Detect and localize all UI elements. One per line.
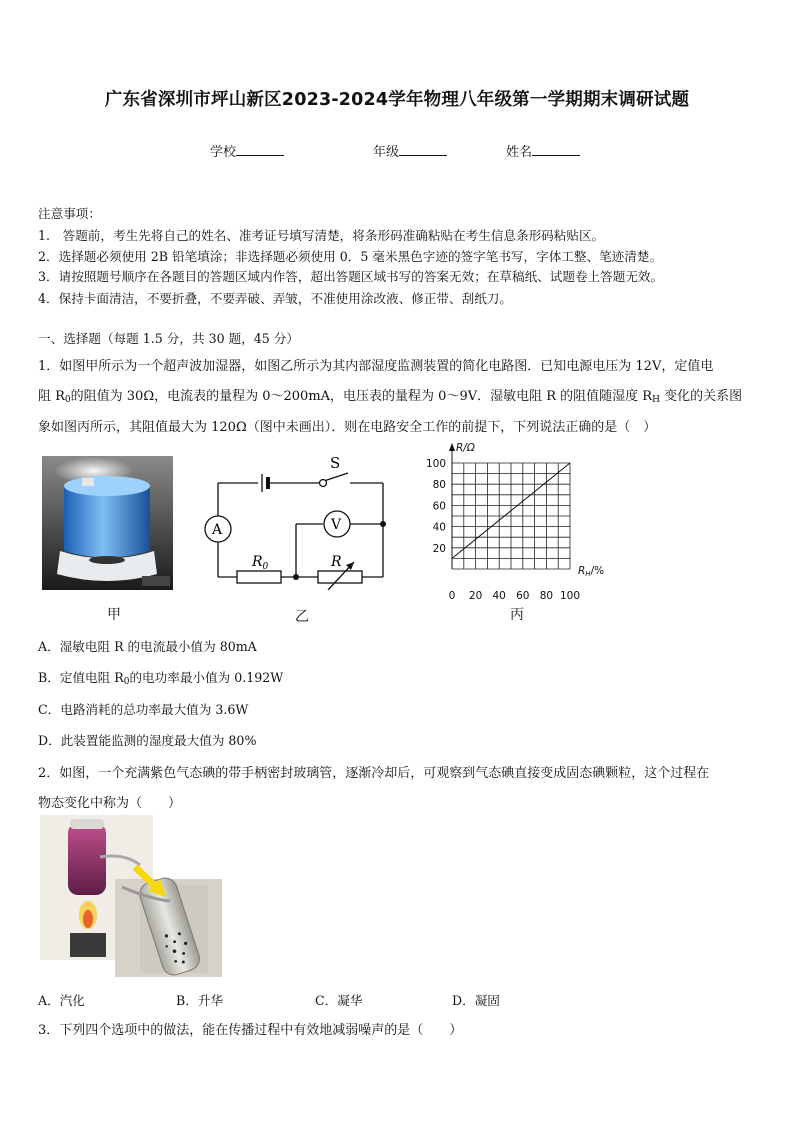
name-blank[interactable] bbox=[532, 143, 580, 156]
page-title: 广东省深圳市坪山新区2023-2024学年物理八年级第一学期期末调研试题 bbox=[104, 90, 690, 110]
iodine-tube-image bbox=[40, 815, 222, 977]
r-label: R bbox=[331, 554, 342, 570]
x-tick-label: 0 bbox=[448, 590, 456, 602]
switch-label: S bbox=[330, 454, 341, 472]
name-label: 姓名 bbox=[506, 145, 533, 160]
notes-heading: 注意事项： bbox=[38, 206, 101, 221]
x-tick-label: 40 bbox=[492, 590, 506, 602]
q1-line-2a: 阻 R bbox=[38, 389, 65, 404]
y-tick-label: 80 bbox=[432, 479, 446, 492]
q2-line-2: 物态变化中称为（ ） bbox=[38, 796, 182, 811]
y-axis-arrow bbox=[449, 443, 455, 451]
circuit-diagram bbox=[200, 450, 400, 590]
note-item-1: 1. 答题前，考生先将自己的姓名、准考证号填写清楚，将条形码准确粘贴在考生信息条形码粘贴区。 bbox=[38, 228, 605, 243]
y-axis-label: R/Ω bbox=[456, 442, 475, 454]
q1-option-b-sub: 0 bbox=[123, 677, 130, 687]
q1-line-2c: 变化的关系图 bbox=[659, 389, 743, 404]
humidity-resistance-chart bbox=[420, 436, 620, 606]
q1-line-1: 1．如图甲所示为一个超声波加湿器，如图乙所示为其内部湿度监测装置的简化电路图．已知电源电压为 12V，定值电 bbox=[38, 359, 714, 374]
y-tick-label: 100 bbox=[425, 458, 446, 470]
grade-label: 年级 bbox=[373, 145, 400, 160]
q1-option-b-post: 的电功率最小值为 0.192W bbox=[129, 670, 284, 685]
q3-line-1: 3．下列四个选项中的做法，能在传播过程中有效地减弱噪声的是（ ） bbox=[38, 1023, 463, 1038]
q1-option-b-pre: B．定值电阻 R bbox=[38, 670, 124, 685]
q1-line-2 bbox=[38, 385, 742, 405]
x-tick-label: 100 bbox=[559, 590, 581, 602]
x-tick-label: 20 bbox=[468, 590, 483, 602]
fig-label-jia: 甲 bbox=[107, 607, 121, 623]
name-field[interactable] bbox=[506, 141, 580, 160]
q1-line-2-sub2: H bbox=[652, 395, 660, 405]
note-item-4: 4．保持卡面清洁，不要折叠，不要弄破、弄皱，不准使用涂改液、修正带、刮纸刀。 bbox=[38, 291, 512, 306]
q2-option-a[interactable]: A．汽化 bbox=[38, 993, 85, 1008]
q1-line-2b: 的阻值为 30Ω，电流表的量程为 0～200mA，电压表的量程为 0～9V．湿敏电阻 R 的阻值随湿度 R bbox=[70, 389, 653, 404]
school-field[interactable] bbox=[210, 141, 284, 160]
q2-line-1: 2．如图，一个充满紫色气态碘的带手柄密封玻璃管，逐渐冷却后，可观察到气态碘直接变成固态碘颗粒，这个过程在 bbox=[38, 766, 710, 781]
section-heading: 一、选择题（每题 1.5 分，共 30 题，45 分） bbox=[38, 331, 300, 346]
y-tick-label: 20 bbox=[432, 542, 446, 555]
q2-option-d[interactable]: D．凝固 bbox=[452, 993, 500, 1008]
note-item-3: 3．请按照题号顺序在各题目的答题区域内作答，超出答题区域书写的答案无效；在草稿纸、试题卷上答题无效。 bbox=[38, 269, 664, 284]
q1-option-a[interactable]: A．湿敏电阻 R 的电流最小值为 80mA bbox=[38, 639, 257, 654]
y-tick-label: 60 bbox=[432, 500, 446, 513]
humidifier-image bbox=[42, 456, 173, 590]
voltmeter-label: V bbox=[331, 517, 342, 533]
y-tick-label: 40 bbox=[432, 521, 446, 534]
fig-label-yi: 乙 bbox=[295, 609, 309, 625]
q1-line-2-sub: 0 bbox=[64, 395, 71, 405]
q1-option-c[interactable]: C．电路消耗的总功率最大值为 3.6W bbox=[38, 702, 249, 717]
fig-label-bing: 丙 bbox=[510, 607, 524, 623]
x-tick-label: 60 bbox=[516, 590, 530, 602]
r0-label: $R_0$ bbox=[252, 554, 269, 572]
x-tick-label: 80 bbox=[539, 590, 554, 602]
ammeter-label: A bbox=[212, 522, 223, 538]
grade-blank[interactable] bbox=[399, 143, 447, 156]
q2-option-c[interactable]: C．凝华 bbox=[315, 993, 363, 1008]
grade-field[interactable] bbox=[373, 141, 447, 160]
q1-option-d[interactable]: D．此装置能监测的湿度最大值为 80% bbox=[38, 733, 257, 748]
x-axis-label: RH/% bbox=[578, 565, 605, 578]
q1-line-3: 象如图丙所示，其阻值最大为 120Ω（图中未画出）．则在电路安全工作的前提下，下列说法正确的是（ ） bbox=[38, 420, 657, 435]
q1-option-b[interactable] bbox=[38, 667, 283, 687]
note-item-2: 2．选择题必须使用 2B 铅笔填涂；非选择题必须使用 0．5 毫米黑色字迹的签字笔书写，字体工整、笔迹清楚。 bbox=[38, 249, 663, 264]
q2-option-b[interactable]: B．升华 bbox=[176, 993, 224, 1008]
school-blank[interactable] bbox=[236, 143, 284, 156]
school-label: 学校 bbox=[210, 145, 237, 160]
